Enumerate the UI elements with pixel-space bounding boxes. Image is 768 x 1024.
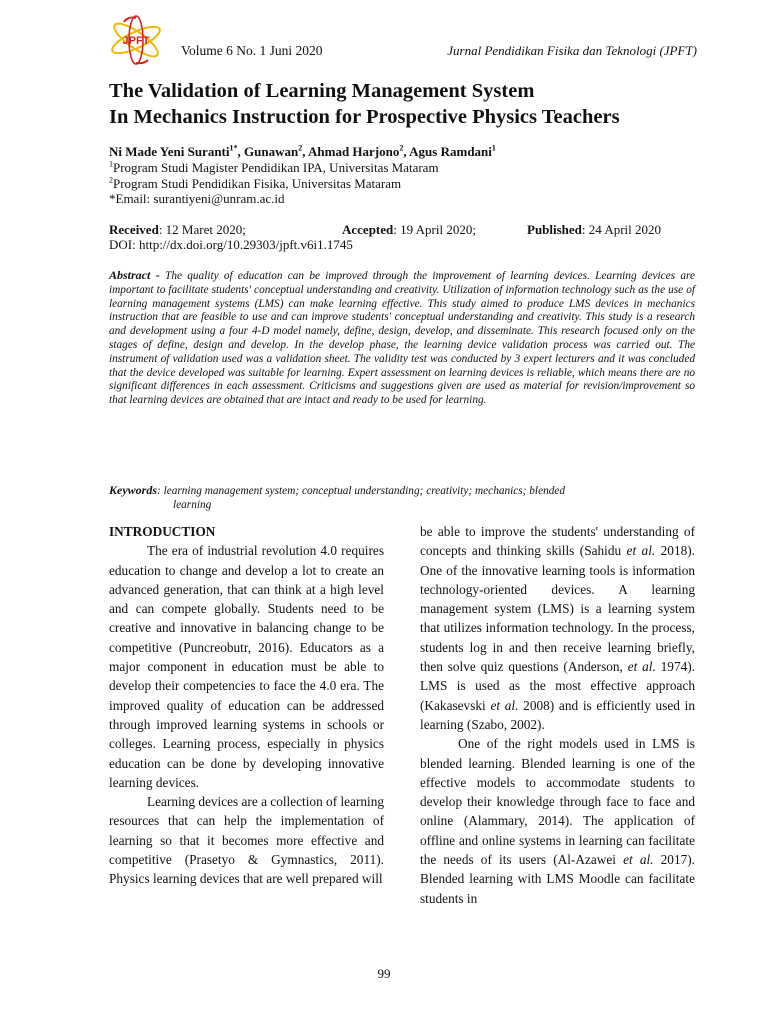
p3-part-e: 1974). LMS is used as the most effective approach (Kakasevski (420, 659, 696, 713)
p3-part-a: be able to improve the students' understanding of concepts and thinking skills (Sahidu (420, 524, 695, 559)
published-label: Published (527, 222, 582, 237)
p4-etal: et al. (623, 852, 654, 868)
author-4: Agus Ramdani (409, 144, 492, 159)
atom-logo-icon (106, 14, 172, 66)
accepted-label: Accepted (342, 222, 394, 237)
keywords-line-1: : learning management system; conceptual understanding; creativity; mechanics; blended (157, 485, 566, 497)
keywords-label: Keywords (109, 483, 157, 497)
journal-name: Jurnal Pendidikan Fisika dan Teknologi (JPFT) (447, 43, 697, 58)
accepted-date (342, 222, 476, 238)
published-date (527, 222, 661, 238)
author-2-sup: 2 (298, 143, 303, 153)
title-line-1: The Validation of Learning Management System (109, 80, 535, 102)
paragraph-4 (420, 734, 695, 908)
author-2: Gunawan (244, 144, 299, 159)
volume-info: Volume 6 No. 1 Juni 2020 (181, 43, 323, 58)
p3-etal-3: et al. (490, 697, 519, 713)
logo-text: JPFT (122, 35, 150, 47)
abstract-text: The quality of education can be improved through the improvement of learning devices. Learning devices are important to facilitate students' conceptual understanding and creativity. Utilization of information technology such as the use of learning management systems (LMS) can make learning effective. This study aimed to produce LMS devices in mechanics instruction that are feasible to use and can improve students' conceptual understanding and creativity. This study is a research and development using a four 4-D model namely, define, design, develop, and disseminate. This research focused only on the stages of define, design and develop. In the develop phase, the learning device validation process was carried out. The instrument of validation used was a validation sheet. The validity test was conducted by 3 expert lecturers and it was concluded that the device developed was suitable for learning. Expert assessment on learning devices is reliable, which means there are no significant differences in each assessment. Criticisms and suggestions given are used as material for revision/improvement so that learning devices are obtained that are intact and ready to be used for learning. (109, 270, 695, 407)
page-number: 99 (377, 966, 391, 981)
section-heading-introduction: INTRODUCTION (109, 524, 216, 539)
received-value: : 12 Maret 2020; (158, 222, 246, 237)
p3-part-c: 2018). One of the innovative learning tools is information technology-oriented devices. A learning management system (LMS) is a learning system that utilizes information technology. In the process, students log in and then receive learning briefly, then solve quiz questions (Anderson, (420, 543, 695, 675)
journal-logo (106, 14, 172, 66)
p3-etal-2: et al. (627, 659, 656, 675)
doi-link[interactable]: DOI: http://dx.doi.org/10.29303/jpft.v6i1.1745 (109, 237, 353, 252)
p3-etal-1: et al. (626, 543, 656, 559)
keywords-line-2: learning (173, 499, 212, 511)
published-value: : 24 April 2020 (581, 222, 662, 237)
paper-title (109, 78, 709, 130)
author-list: Ni Made Yeni Suranti$^{1*}$, Gunawan$^2$, Ahmad Harjono$^2$, Agus Ramdani$^1$ (109, 143, 496, 159)
paragraph-2: Learning devices are a collection of learning resources that can help the implementation of learning so that it becomes more effective and competitive (Prasetyo & Gymnastics, 2011). Physics learning devices that are well prepared will (109, 794, 385, 887)
author-1-sup: 1* (229, 143, 238, 153)
p4-part-a: One of the right models used in LMS is blended learning. Blended learning is one of the effective models to accommodate students to develop their knowledge through face to face and online (Alammary, 2014). The application of offline and online systems in learning can facilitate the needs of its users (Al-Azawei (420, 736, 695, 868)
author-4-sup: 1 (491, 143, 496, 153)
left-column (109, 522, 384, 889)
title-line-2: In Mechanics Instruction for Prospective Physics Teachers (109, 106, 620, 128)
aff1-sup: 1 (109, 159, 113, 169)
aff1-text: Program Studi Magister Pendidikan IPA, Universitas Mataram (113, 160, 439, 175)
received-label: Received (109, 222, 159, 237)
p4-part-c: 2017). Blended learning with LMS Moodle can facilitate students in (420, 852, 695, 906)
keywords (109, 483, 695, 512)
affiliation-1 (109, 160, 439, 176)
paragraph-3 (420, 522, 695, 734)
author-3-sup: 2 (399, 143, 404, 153)
received-date (109, 222, 246, 238)
right-column (420, 522, 695, 908)
abstract (109, 269, 695, 408)
author-1: Ni Made Yeni Suranti (109, 144, 230, 159)
accepted-value: : 19 April 2020; (393, 222, 476, 237)
author-email: *Email: surantiyeni@unram.ac.id (109, 191, 285, 206)
abstract-label: Abstract - (109, 268, 160, 282)
affiliation-2 (109, 176, 401, 192)
aff2-text: Program Studi Pendidikan Fisika, Universitas Mataram (113, 176, 402, 191)
author-3: Ahmad Harjono (308, 144, 400, 159)
aff2-sup: 2 (109, 175, 113, 185)
paragraph-1: The era of industrial revolution 4.0 requires education to change and develop a lot to create an advanced generation, that can think at a high level and can compete globally. Students need to be creative and innovative in balancing change to be competitive (Puncreobutr, 2016). Educators as a major component in education must be able to develop their competencies to face the 4.0 era. The improved quality of education can be addressed through improved learning systems in schools or colleges. Learning process, especially in physics education can be done by developing innovative learning devices. (109, 543, 384, 790)
p3-part-g: 2008) and is efficiently used in learning (Szabo, 2002). (420, 697, 695, 732)
